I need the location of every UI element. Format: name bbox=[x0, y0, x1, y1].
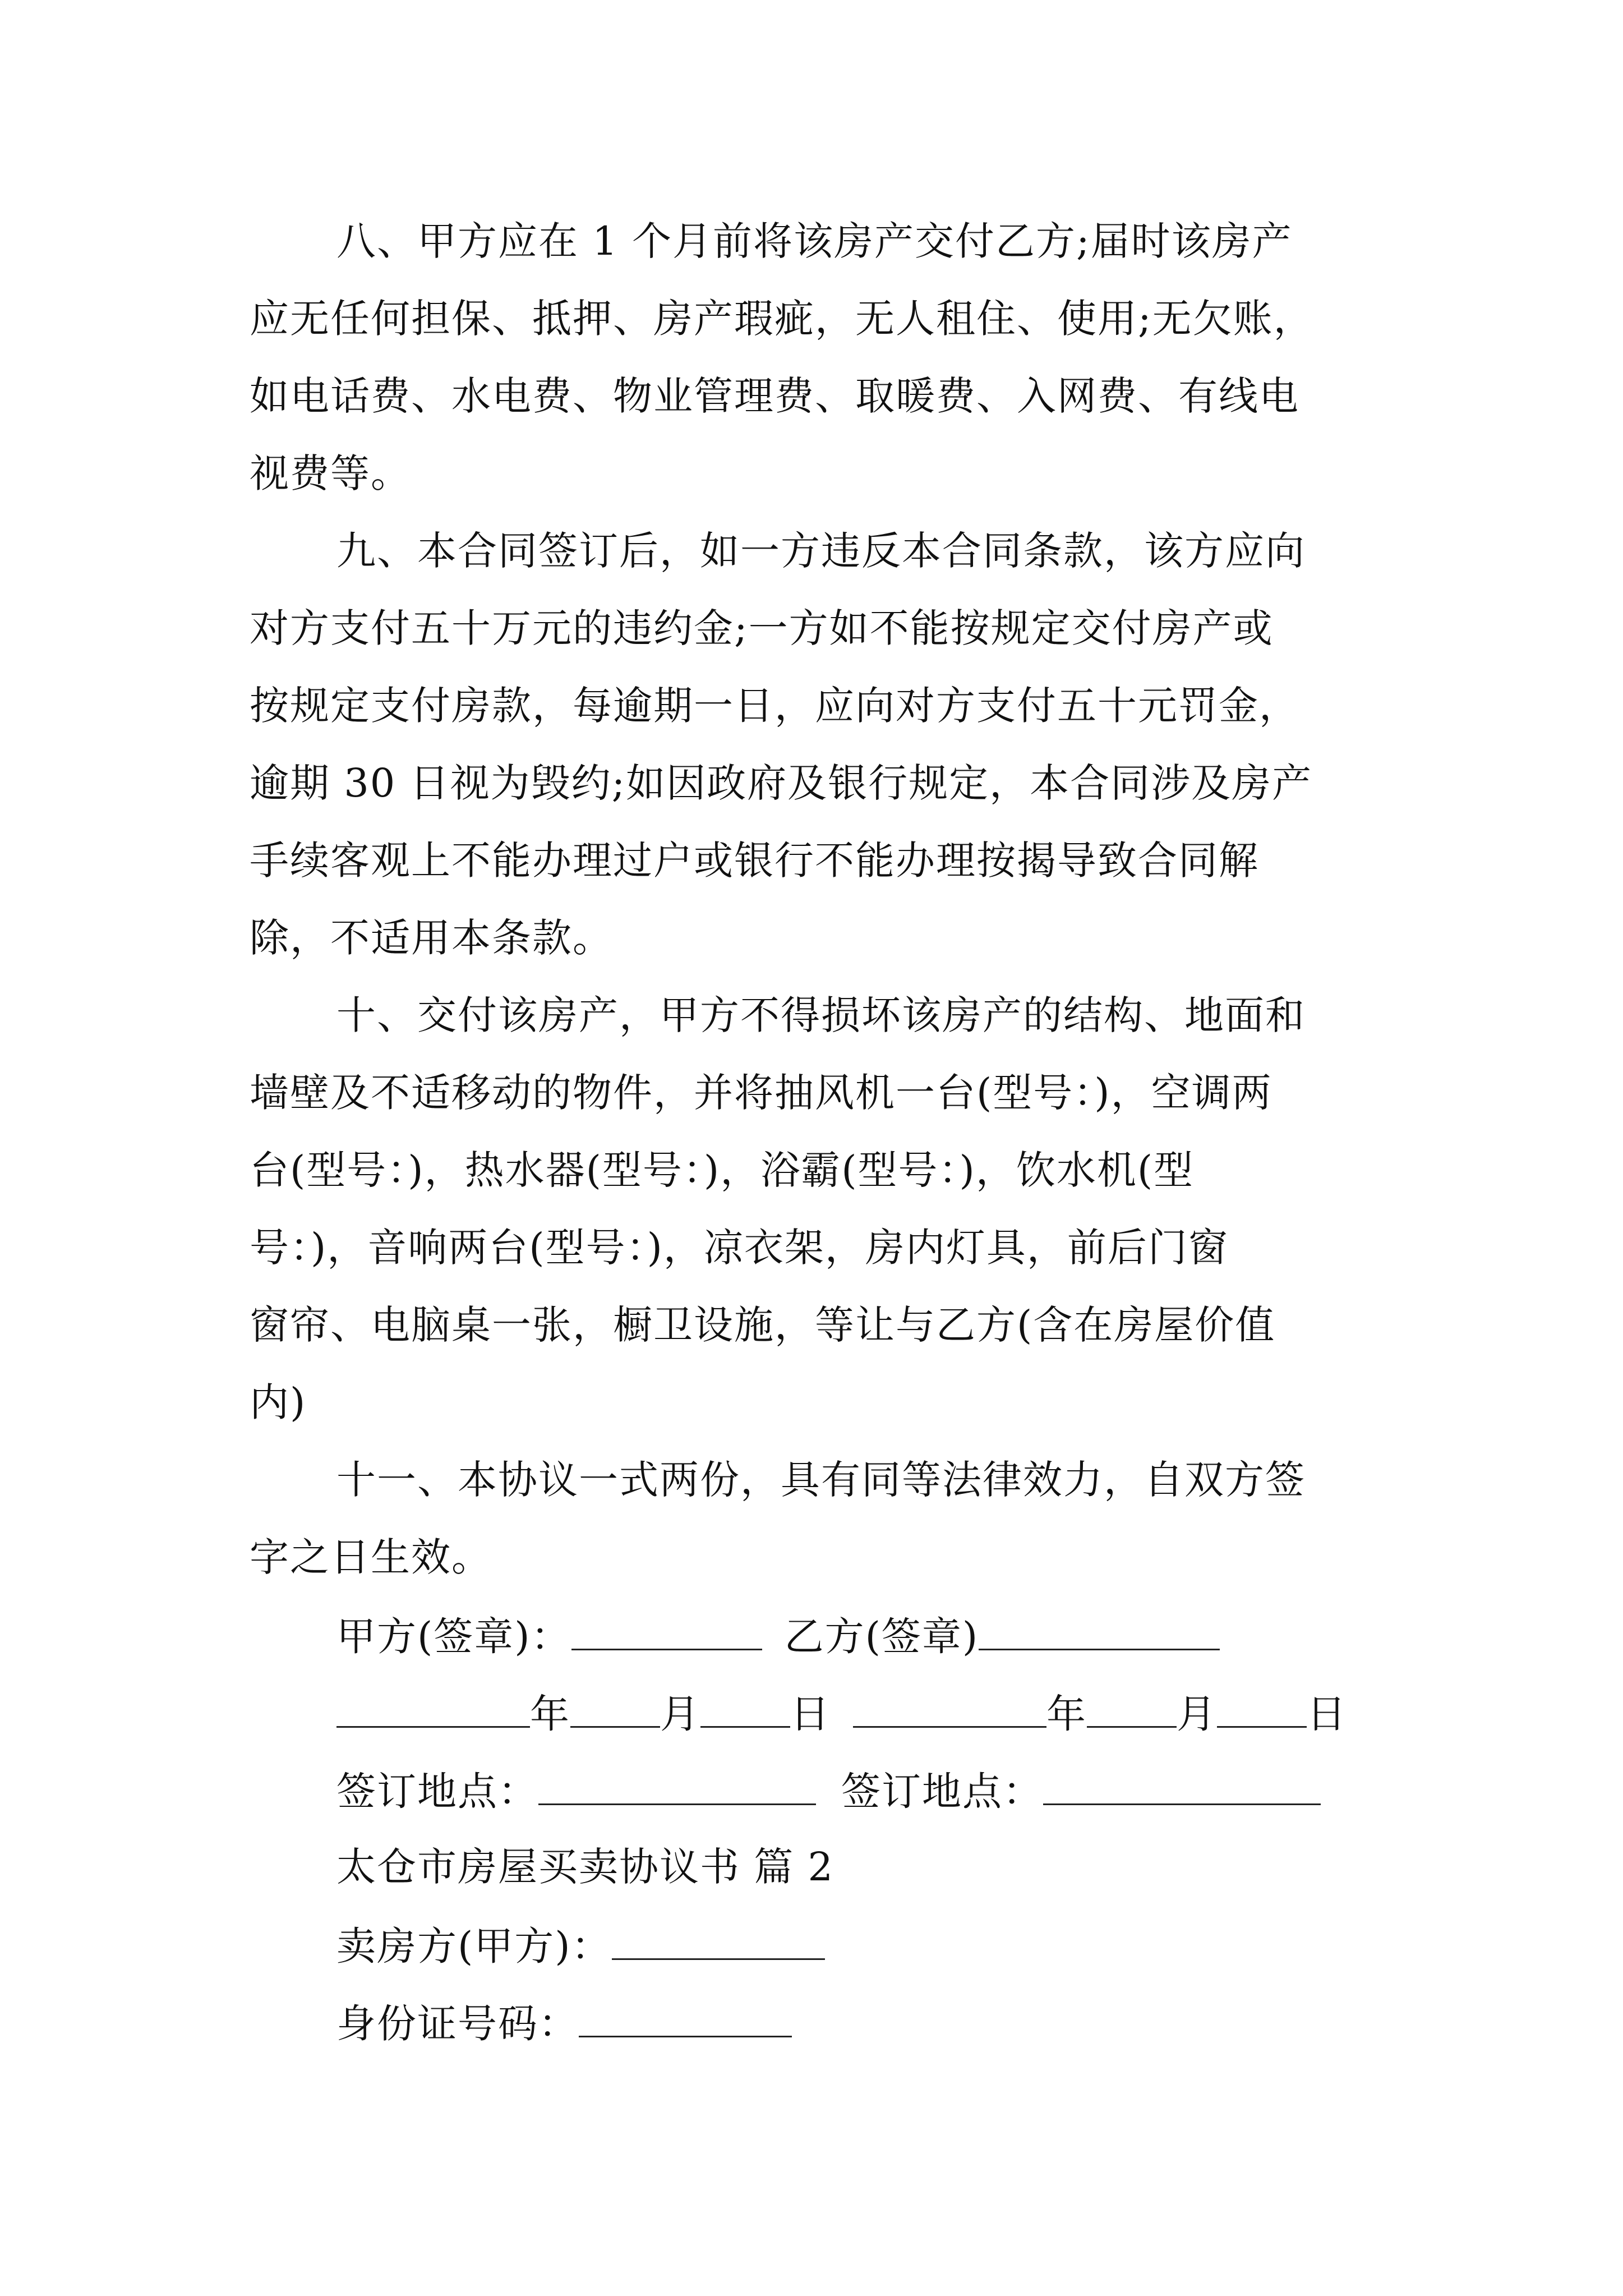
clause-9-line-5: 手续客观上不能办理过户或银行不能办理按揭导致合同解 bbox=[250, 838, 1259, 884]
party-a-year-blank[interactable] bbox=[336, 1692, 530, 1728]
party-b-month-blank[interactable] bbox=[1087, 1692, 1177, 1728]
clause-10-line-3: 台(型号：)，热水器(型号：)，浴霸(型号：)，饮水机(型 bbox=[250, 1147, 1195, 1193]
clause-9-line-4: 逾期 30 日视为毁约;如因政府及银行规定，本合同涉及房产 bbox=[250, 760, 1313, 806]
seller-label: 卖房方(甲方)： bbox=[336, 1923, 612, 1970]
signature-party-row bbox=[336, 1613, 1220, 1660]
part-2-title: 太仓市房屋买卖协议书 篇 2 bbox=[336, 1844, 834, 1890]
id-number-label: 身份证号码： bbox=[336, 2000, 579, 2047]
id-number-blank[interactable] bbox=[579, 2002, 792, 2037]
party-a-place-label: 签订地点： bbox=[336, 1768, 538, 1815]
party-a-day-label: 日 bbox=[790, 1691, 831, 1737]
clause-10-line-1: 十、交付该房产，甲方不得损坏该房产的结构、地面和 bbox=[336, 992, 1306, 1038]
party-b-year-label: 年 bbox=[1046, 1691, 1087, 1737]
party-b-signature-label: 乙方(签章) bbox=[784, 1613, 979, 1660]
party-b-signature-blank[interactable] bbox=[979, 1615, 1220, 1650]
clause-9-line-6: 除，不适用本条款。 bbox=[250, 915, 613, 961]
party-b-place-blank[interactable] bbox=[1043, 1770, 1321, 1805]
party-a-place-blank[interactable] bbox=[538, 1770, 816, 1805]
party-a-month-blank[interactable] bbox=[570, 1692, 660, 1728]
party-b-place-label: 签订地点： bbox=[841, 1768, 1043, 1815]
clause-8-line-2: 应无任何担保、抵押、房产瑕疵，无人租住、使用;无欠账， bbox=[250, 296, 1314, 342]
seller-blank[interactable] bbox=[612, 1925, 825, 1960]
clause-8-line-3: 如电话费、水电费、物业管理费、取暖费、入网费、有线电 bbox=[250, 373, 1299, 419]
id-number-row bbox=[336, 2000, 792, 2047]
party-b-day-blank[interactable] bbox=[1217, 1692, 1307, 1728]
seller-row bbox=[336, 1923, 825, 1970]
party-a-day-blank[interactable] bbox=[700, 1692, 790, 1728]
clause-10-line-4: 号：)，音响两台(型号：)，凉衣架，房内灯具，前后门窗 bbox=[250, 1225, 1229, 1271]
clause-11-line-2: 字之日生效。 bbox=[250, 1534, 492, 1580]
party-b-month-label: 月 bbox=[1177, 1691, 1217, 1737]
clause-9-line-2: 对方支付五十万元的违约金;一方如不能按规定交付房产或 bbox=[250, 605, 1274, 651]
clause-10-line-6: 内) bbox=[250, 1379, 307, 1425]
clause-10-line-2: 墙壁及不适移动的物件，并将抽风机一台(型号：)，空调两 bbox=[250, 1070, 1272, 1116]
clause-9-line-1: 九、本合同签订后，如一方违反本合同条款，该方应向 bbox=[336, 528, 1306, 574]
signature-place-row bbox=[336, 1768, 1321, 1815]
clause-8-line-4: 视费等。 bbox=[250, 450, 411, 496]
clause-9-line-3: 按规定支付房款，每逾期一日，应向对方支付五十元罚金， bbox=[250, 683, 1299, 729]
party-a-signature-label: 甲方(签章)： bbox=[336, 1613, 571, 1660]
party-b-day-label: 日 bbox=[1307, 1691, 1347, 1737]
clause-8-line-1: 八、甲方应在 1 个月前将该房产交付乙方;届时该房产 bbox=[336, 218, 1293, 264]
party-a-year-label: 年 bbox=[530, 1691, 570, 1737]
signature-date-row bbox=[336, 1691, 1347, 1737]
party-a-signature-blank[interactable] bbox=[571, 1615, 762, 1650]
party-a-month-label: 月 bbox=[660, 1691, 700, 1737]
clause-11-line-1: 十一、本协议一式两份，具有同等法律效力，自双方签 bbox=[336, 1457, 1306, 1503]
party-b-year-blank[interactable] bbox=[853, 1692, 1046, 1728]
clause-10-line-5: 窗帘、电脑桌一张，橱卫设施，等让与乙方(含在房屋价值 bbox=[250, 1302, 1276, 1348]
